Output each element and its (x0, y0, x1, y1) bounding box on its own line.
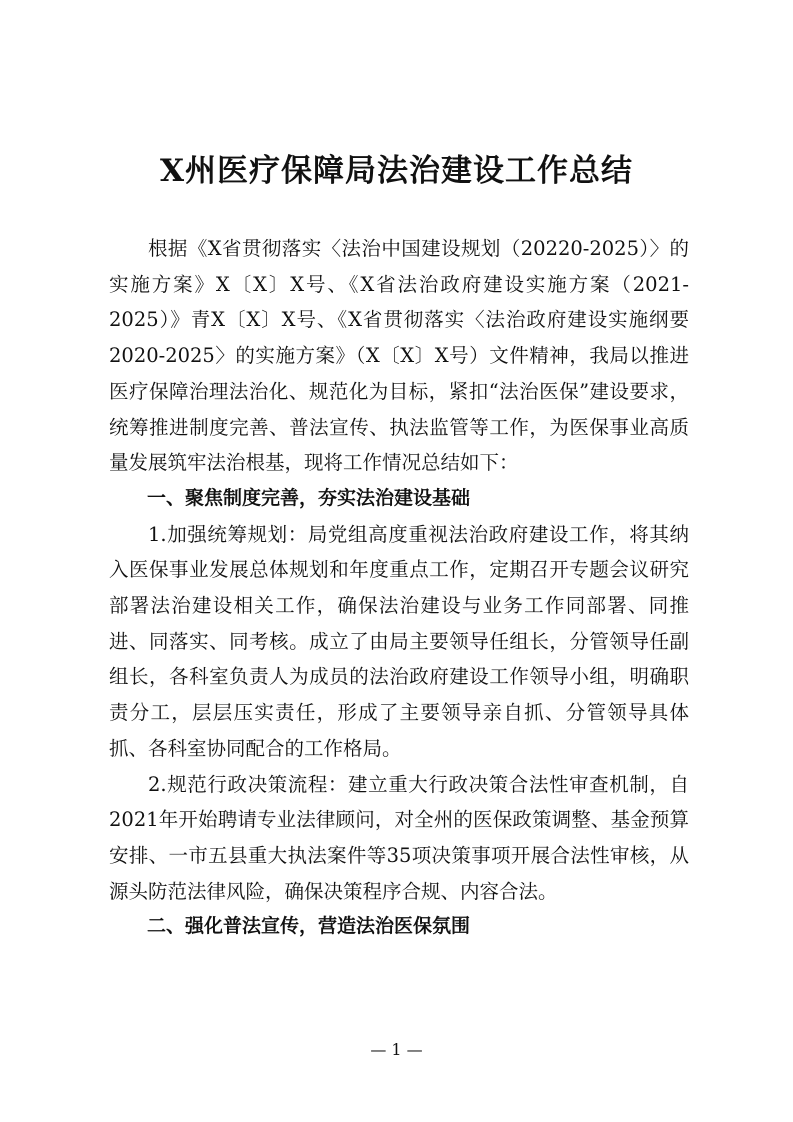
section-heading-1: 一、聚焦制度完善，夯实法治建设基础 (147, 486, 471, 509)
page-number: — 1 — (370, 1040, 423, 1059)
section-heading-2: 二、强化普法宣传，营造法治医保氛围 (147, 915, 471, 938)
document-title: X州医疗保障局法治建设工作总结 (159, 153, 634, 189)
document-body (109, 231, 689, 945)
paragraph-decision-process: 2.规范行政决策流程：建立重大行政决策合法性审查机制，自2021年开始聘请专业法律顾问，对全州的医保政策调整、基金预算安排、一市五县重大执法案件等35项决策事项开展合法性审核，从源头防范法律风险，确保决策程序合规、内容合法。 (109, 772, 689, 903)
paragraph-planning: 1.加强统筹规划：局党组高度重视法治政府建设工作，将其纳入医保事业发展总体规划和年度重点工作，定期召开专题会议研究部署法治建设相关工作，确保法治建设与业务工作同部署、同推进、同落实、同考核。成立了由局主要领导任组长，分管领导任副组长，各科室负责人为成员的法治政府建设工作领导小组，明确职责分工，层层压实责任，形成了主要领导亲自抓、分管领导具体抓、各科室协同配合的工作格局。 (109, 522, 689, 760)
paragraph-intro: 根据《X省贯彻落实〈法治中国建设规划（20220-2025）〉的实施方案》X〔X〕X号、《X省法治政府建设实施方案（2021-2025）》青X〔X〕X号、《X省贯彻落实〈法治政府建设实施纲要2020-2025〉的实施方案》（X〔X〕X号）文件精神，我局以推进医疗保障治理法治化、规范化为目标，紧扣“法治医保”建设要求，统筹推进制度完善、普法宣传、执法监管等工作，为医保事业高质量发展筑牢法治根基，现将工作情况总结如下： (109, 237, 689, 475)
